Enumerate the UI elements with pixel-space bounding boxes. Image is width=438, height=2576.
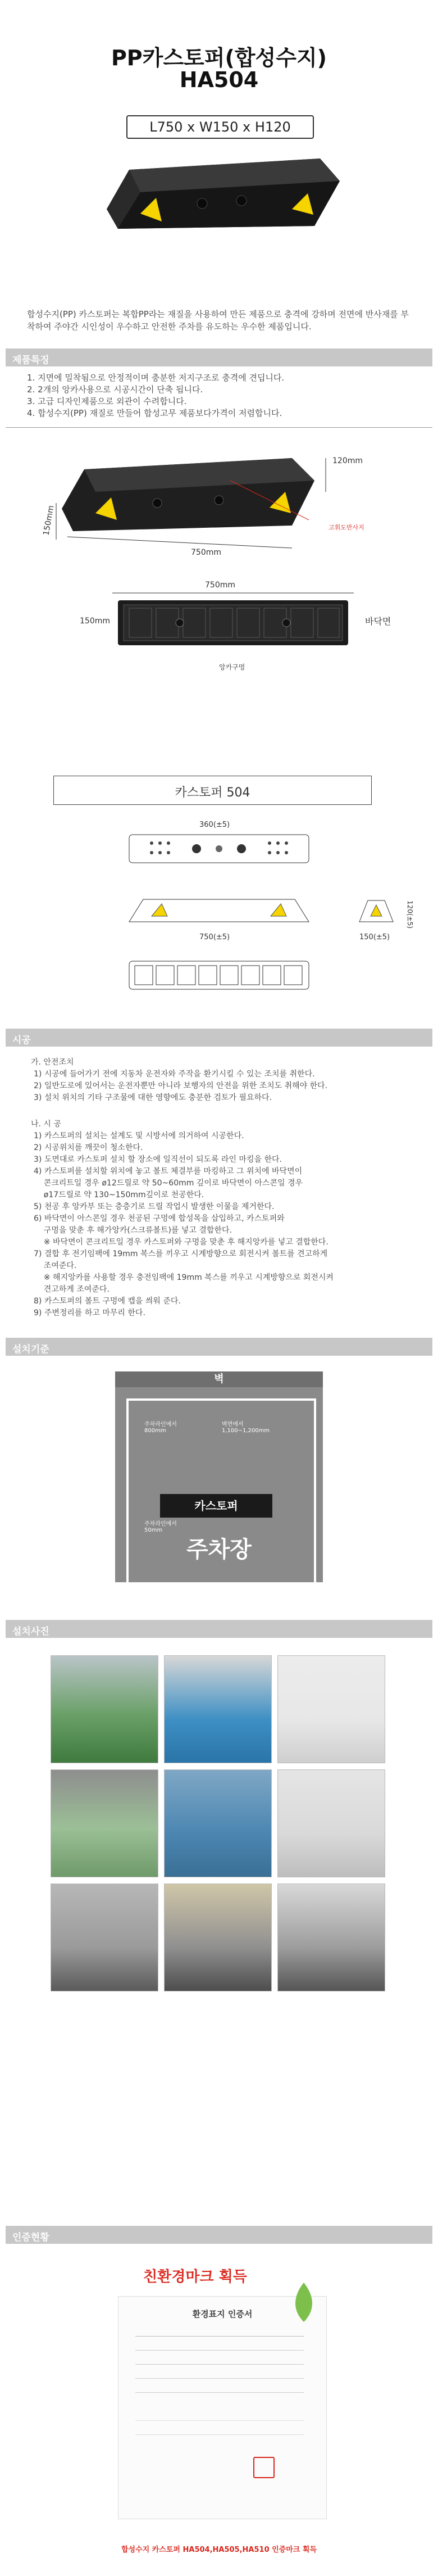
dim-side-h-label: 120(±5): [405, 900, 414, 929]
eco-label-icon: [287, 2280, 321, 2325]
length-label-2: 750mm: [205, 581, 235, 590]
product-hero-image: [101, 147, 343, 232]
install-photo-1: [51, 1655, 158, 1763]
method-item: 1) 카스토퍼의 설치는 설계도 및 시방서에 의거하여 시공한다.: [34, 1131, 244, 1140]
method-item: 4) 카스토퍼를 설치할 위치에 놓고 볼트 체결부를 마킹하고 그 위치에 바닥면이: [34, 1167, 303, 1176]
perspective-drawing: [45, 441, 382, 554]
cert-header: [6, 2226, 432, 2244]
width-label: 150mm: [42, 505, 56, 536]
feature-item-4: 4. 합성수지(PP) 재질로 만들어 합성고무 제품보다가격이 저렴합니다.: [27, 408, 282, 418]
product-name-box: [53, 776, 372, 805]
safety-item: 1) 시공에 들어가기 전에 지동차 운전자와 주작을 환기시킬 수 있는 조치를 취한다.: [34, 1070, 315, 1079]
cert-caption: 합성수지 카스토퍼 HA504,HA505,HA510 인증마크 획득: [121, 2546, 317, 2554]
features-heading: 제품특징: [12, 355, 49, 366]
method-item: 견고하게 조여준다.: [34, 1285, 110, 1294]
method-item: ※ 바닥면이 콘크리트일 경우 카스토퍼와 구멍을 맞춘 후 해지앙카를 넣고 결합한다.: [34, 1238, 328, 1247]
method-item: 8) 카스토퍼의 볼트 구멍에 캡을 씌워 준다.: [34, 1297, 181, 1306]
safety-item: 3) 설치 위치의 기타 구조물에 대한 영향에도 충분한 검토가 필요하다.: [34, 1093, 272, 1102]
side-view-drawing: [354, 894, 399, 927]
cert-heading: 인증현황: [12, 2232, 49, 2243]
install-photo-5: [164, 1769, 272, 1877]
length-label: 750mm: [191, 548, 221, 557]
method-item: 조여준다.: [34, 1261, 77, 1270]
front-view-drawing: [118, 894, 320, 927]
install-photo-4: [51, 1769, 158, 1877]
dist2-label: 벽면에서 1,100~1,200mm: [222, 1421, 270, 1434]
reflector-label: 고휘도반사지: [328, 524, 364, 531]
intro-text: 합성수지(PP) 카스토퍼는 복합PP라는 재질을 사용하여 만든 제품으로 충격에 강하며 전면에 반사재를 부착하여 주야간 시인성이 우수하고 안전한 주차를 유도하는 우수한 제품입니다.: [27, 309, 409, 332]
feature-item-2: 2. 2개의 앙카사용으로 시공시간이 단축 됩니다.: [27, 384, 203, 395]
dim-side-w-label: 150(±5): [359, 933, 390, 941]
stopper-label: 카스토퍼: [194, 1499, 238, 1513]
install-heading: 시공: [12, 1035, 31, 1046]
dim-top-label: 360(±5): [199, 821, 230, 829]
height-label: 120mm: [332, 456, 363, 465]
model-number: HA504: [179, 67, 259, 92]
bottom-view-drawing: [107, 590, 359, 652]
method-item: 3) 도면대로 카스토퍼 설치 할 장소에 일직선이 되도록 라인 마킹을 한다.: [34, 1155, 282, 1164]
dimension-badge: L750 x W150 x H120: [126, 115, 314, 139]
safety-item: 2) 일반도로에 있어서는 운전자뿐만 아니라 보행자의 안전을 위한 조치도 취해야 한다.: [34, 1081, 328, 1090]
photos-header: [6, 1620, 432, 1638]
method-title: 나. 시 공: [31, 1120, 61, 1129]
standard-heading: 설치기준: [12, 1344, 49, 1355]
dim-front-label: 750(±5): [199, 933, 230, 941]
method-item: 5) 천공 후 앙카부 또는 층층기로 드릴 작업시 발생한 이물을 제거한다.: [34, 1202, 275, 1211]
method-item: 7) 결합 후 전기임팩에 19mm 복스를 끼우고 시계방향으로 회전시켜 볼트를 견고하게: [34, 1249, 328, 1258]
standard-header: [6, 1338, 432, 1356]
features-header: [6, 348, 432, 366]
dist3-label: 주차라인에서 50mm: [144, 1521, 177, 1533]
feature-item-3: 3. 고급 디자인제품으로 외관이 수려합니다.: [27, 396, 187, 406]
eco-mark-title: 친환경마크 획득: [143, 2269, 247, 2285]
install-photo-9: [277, 1884, 385, 1991]
certificate-document: [118, 2296, 327, 2519]
bottom-view-drawing-2: [118, 956, 320, 995]
cert-doc-title: 환경표지 인증서: [192, 2309, 253, 2319]
feature-item-1: 1. 지면에 밀착됨으로 안정적이며 충분한 저지구조로 충격에 견딥니다.: [27, 373, 285, 383]
method-item: 9) 주변정리를 하고 마무리 한다.: [34, 1309, 145, 1318]
method-item: 콘크리트일 경우 ø12드릴로 약 50~60mm 깊이로 바닥면이 아스콘일 경우: [34, 1179, 303, 1188]
divider: [6, 427, 432, 428]
method-item: 2) 시공위치를 깨끗이 청소한다.: [34, 1143, 143, 1152]
dist1-label: 주차라인에서 800mm: [144, 1421, 177, 1434]
wall-label: 벽: [214, 1373, 224, 1385]
install-header: [6, 1029, 432, 1047]
method-item: 6) 바닥면이 아스콘일 경우 천공된 구멍에 합성목을 삽입하고, 카스토퍼와: [34, 1214, 285, 1223]
method-item: ※ 해지앙카를 사용할 경우 충전임팩에 19mm 복스를 끼우고 시계방향으로 회전시켜: [34, 1273, 334, 1282]
product-name: 카스토퍼 504: [175, 786, 250, 800]
parking-label: 주차장: [186, 1537, 252, 1563]
safety-title: 가. 안전조치: [31, 1058, 74, 1067]
install-photo-6: [277, 1769, 385, 1877]
install-photo-2: [164, 1655, 272, 1763]
install-photo-7: [51, 1884, 158, 1991]
install-photo-3: [277, 1655, 385, 1763]
width-label-2: 150mm: [80, 617, 110, 626]
method-item: 구멍을 맞춘 후 해가앙카(스크류볼트)를 넣고 결합한다.: [34, 1226, 232, 1235]
bottom-label: 바닥면: [365, 616, 391, 627]
standard-diagram: [115, 1371, 323, 1582]
top-view-drawing: [118, 829, 320, 868]
install-photo-8: [164, 1884, 272, 1991]
cert-seal: [253, 2457, 275, 2478]
photos-heading: 설치사진: [12, 1626, 49, 1637]
anchor-label: 앙카구멍: [219, 663, 245, 671]
method-item: ø17드릴로 약 130~150mm깊이로 천공한다.: [34, 1190, 204, 1199]
page-title: PP카스토퍼(합성수지): [111, 46, 327, 70]
